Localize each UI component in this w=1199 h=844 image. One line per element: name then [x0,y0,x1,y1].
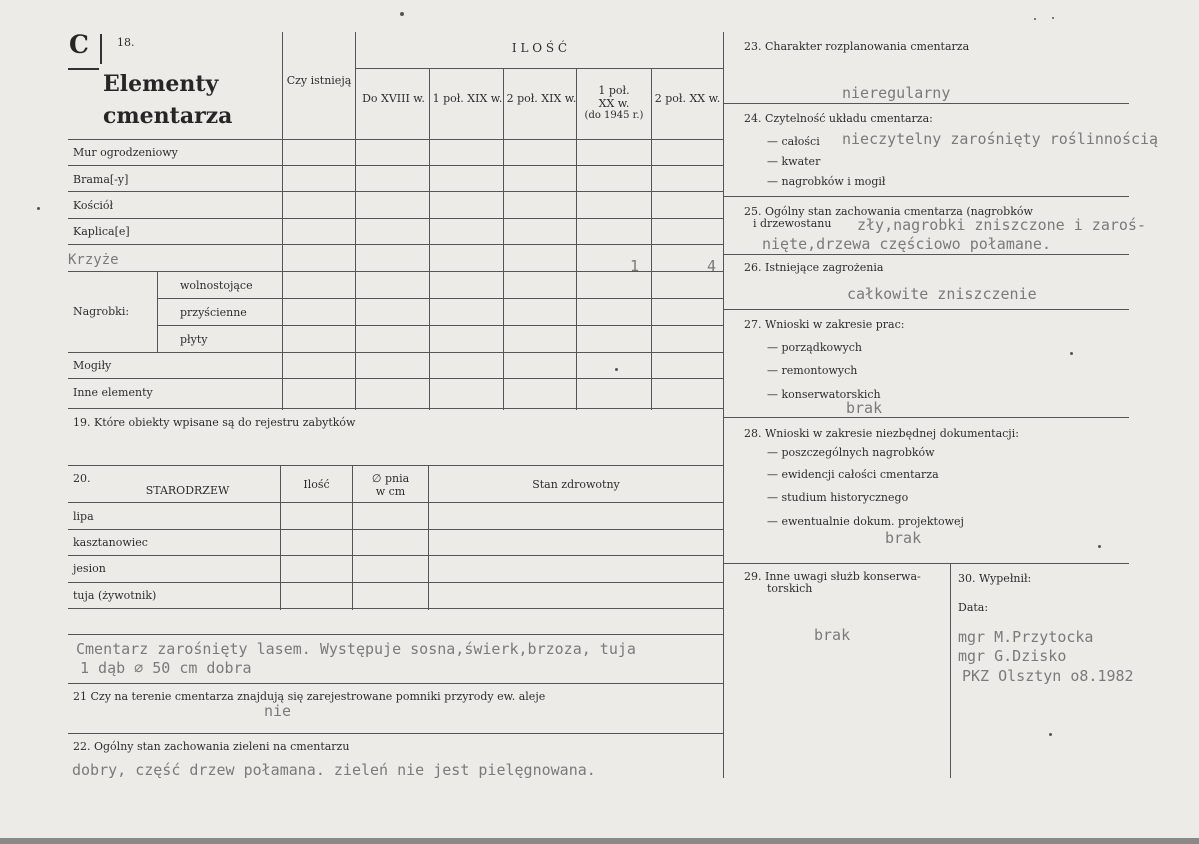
q21-label: 21 Czy na terenie cmentarza znajdują się zarejestrowane pomniki przyrody ew. aleje [73,690,546,703]
period-1xx-a: 1 poł. [598,84,630,97]
q24-calosci: — całości [767,135,820,148]
tree-jesion: jesion [73,562,106,575]
row-line [68,271,723,272]
q25-answer-2: nięte,drzewa częściowo połamane. [762,235,1051,253]
row-line [724,309,1129,310]
section-number: 18. [117,36,135,49]
row-line [68,529,723,530]
row-line [68,191,723,192]
q20-note-2: 1 dąb ∅ 50 cm dobra [80,659,252,677]
label-kaplica: Kaplica[e] [73,225,130,238]
q28-answer: brak [885,529,922,547]
speckle [1049,733,1052,736]
speckle [615,368,618,371]
row-line [68,465,723,466]
label-brama: Brama[-y] [73,173,129,186]
col-line [355,32,356,410]
label-przyscienne: przyścienne [180,306,247,319]
q30-data: Data: [958,601,989,614]
q27-remontowych: — remontowych [767,364,858,377]
q24-answer: nieczytelny zarośnięty roślinnością [842,130,1159,148]
q28-ewidencji: — ewidencji całości cmentarza [767,468,939,481]
quantity-header: I L O Ś Ć [511,41,568,55]
q26-answer: całkowite zniszczenie [847,285,1037,303]
col-line [651,68,652,410]
q28-poszczegolnych: — poszczególnych nagrobków [767,446,935,459]
q22-label: 22. Ogólny stan zachowania zieleni na cmentarzu [73,740,350,753]
row-line [68,582,723,583]
q29-answer: brak [814,626,851,644]
q20-note-1: Cmentarz zarośnięty lasem. Występuje sosna,świerk,brzoza, tuja [76,640,636,658]
period-2xix: 2 poł. XIX w. [506,92,577,105]
row-line [157,325,723,326]
label-inne: Inne elementy [73,386,153,399]
q30-institution-date: PKZ Olsztyn o8.1982 [962,667,1134,685]
period-1xx-c: (do 1945 r.) [584,110,644,121]
tree-lipa: lipa [73,510,94,523]
row-line [724,417,1129,418]
nagrobki-divider [157,271,158,352]
quantity-underline [356,68,723,69]
row-line [724,254,1129,255]
q28-label: 28. Wnioski w zakresie niezbędnej dokumentacji: [744,427,1019,440]
label-nagrobki: Nagrobki: [73,305,130,318]
q22-answer: dobry, część drzew połamana. zieleń nie jest pielęgnowana. [72,761,596,779]
q19-label: 19. Które obiekty wpisane są do rejestru zabytków [73,416,356,429]
card-letter: C [69,30,89,59]
q20-ilosc-header: Ilość [303,478,330,491]
q27-answer: brak [846,399,883,417]
label-krzyze: Krzyże [68,252,119,268]
row-line [724,103,1129,104]
col-line [282,32,283,410]
period-1xix: 1 poł. XIX w. [432,92,503,105]
label-wolnostojace: wolnostojące [180,279,253,292]
q29-label-1: 29. Inne uwagi służb konserwa- [744,570,921,583]
speckle [1052,17,1054,19]
q26-label: 26. Istniejące zagrożenia [744,261,884,274]
row-line [157,298,723,299]
label-kosciol: Kościół [73,199,114,212]
row-line [68,244,723,245]
period-xviii: Do XVIII w. [362,92,425,105]
section-title-line2: cmentarza [103,103,233,129]
q24-kwater: — kwater [767,155,821,168]
q20-number: 20. [73,472,91,485]
speckle [1098,545,1101,548]
q20-pnia-header-1: ∅ pnia [371,472,410,485]
row-line [68,165,723,166]
middle-divider [723,32,724,778]
tree-tuja: tuja (żywotnik) [73,589,157,602]
row-line [68,634,723,635]
row-line [68,502,723,503]
krzyze-1xx-value: 1 [630,257,640,275]
col-line [576,68,577,410]
row-line [68,352,723,353]
row-line [68,555,723,556]
q27-konserwatorskich: — konserwatorskich [767,388,881,401]
q30-label: 30. Wypełnił: [958,572,1032,585]
q28-ewentualnie: — ewentualnie dokum. projektowej [767,515,964,528]
letter-divider [100,34,102,64]
q25-label-2: i drzewostanu [753,217,832,230]
row-line [68,733,723,734]
q27-label: 27. Wnioski w zakresie prac: [744,318,905,331]
q29-label-2: torskich [767,582,813,595]
row-line [724,563,1129,564]
section-title-line1: Elementy [103,71,219,97]
tree-kasztanowiec: kasztanowiec [73,536,148,549]
q24-nagrobkow: — nagrobków i mogił [767,175,886,188]
row-line [68,139,723,140]
q23-answer: nieregularny [842,84,951,102]
q25-answer-1: zły,nagrobki zniszczone i zaroś- [857,216,1146,234]
speckle [400,12,404,16]
q28-studium: — studium historycznego [767,491,909,504]
exists-header: Czy istnieją [286,74,352,87]
q20-title: STARODRZEW [145,484,230,497]
label-mogily: Mogiły [73,359,112,372]
row-line [68,608,723,609]
q25-label-1: 25. Ogólny stan zachowania cmentarza (nagrobków [744,205,1033,218]
row-line [68,408,723,409]
q30-person-2: mgr G.Dzisko [958,647,1067,665]
speckle [1070,352,1073,355]
q20-pnia-header-2: w cm [375,485,406,498]
label-plyty: płyty [180,333,208,346]
q23-label: 23. Charakter rozplanowania cmentarza [744,40,970,53]
row-line [68,378,723,379]
q27-porzadkowych: — porządkowych [767,341,862,354]
q30-person-1: mgr M.Przytocka [958,628,1094,646]
krzyze-2xx-value: 4 [707,257,717,275]
row-line [68,683,723,684]
col-line [429,68,430,410]
speckle [1034,18,1036,20]
q21-answer: nie [264,702,292,720]
label-mur: Mur ogrodzeniowy [73,146,178,159]
period-1xx-b: XX w. [598,97,630,110]
speckle [37,207,40,210]
row-line [68,218,723,219]
col-line [503,68,504,410]
q24-label: 24. Czytelność układu cmentarza: [744,112,933,125]
q20-stan-header: Stan zdrowotny [532,478,620,491]
row-line [724,196,1129,197]
col-line [950,563,951,778]
period-2xx: 2 poł. XX w. [654,92,721,105]
